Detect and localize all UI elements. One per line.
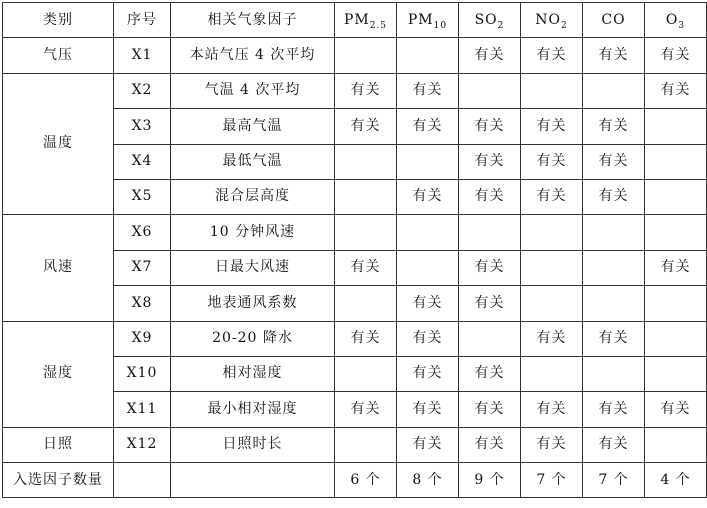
relation-cell: 有关 [583, 38, 645, 73]
relation-cell: 有关 [459, 38, 521, 73]
relation-cell: 有关 [397, 427, 459, 462]
relation-cell [645, 427, 707, 462]
relation-cell [397, 215, 459, 250]
pollutant-sub: 3 [678, 20, 686, 31]
factor-name-cell: 最小相对湿度 [171, 392, 335, 427]
relation-cell [583, 356, 645, 391]
factor-name-cell: 10 分钟风速 [171, 215, 335, 250]
relation-cell: 有关 [521, 179, 583, 214]
relation-cell: 有关 [521, 392, 583, 427]
pollutant-sub: 2 [561, 20, 568, 31]
header-row [3, 3, 707, 38]
relation-cell: 有关 [397, 286, 459, 321]
relation-cell: 有关 [645, 250, 707, 285]
header-number: 序号 [114, 3, 171, 38]
header-pollutant [583, 3, 645, 38]
relation-cell: 有关 [459, 286, 521, 321]
table-row [3, 38, 707, 73]
factor-name-cell: 气温 4 次平均 [171, 73, 335, 108]
factor-name-cell: 相对湿度 [171, 356, 335, 391]
factor-name-cell: 最低气温 [171, 144, 335, 179]
header-pollutant [335, 3, 397, 38]
relation-cell [583, 73, 645, 108]
summary-row [3, 463, 707, 498]
relation-cell: 有关 [459, 179, 521, 214]
factor-code-cell: X3 [114, 109, 171, 144]
pollutant-sub: 2 [497, 20, 505, 31]
relation-cell [521, 215, 583, 250]
table-row [3, 321, 707, 356]
relation-cell: 有关 [583, 179, 645, 214]
relation-cell: 有关 [645, 38, 707, 73]
relation-cell [645, 356, 707, 391]
relation-cell: 有关 [459, 250, 521, 285]
relation-cell: 有关 [645, 73, 707, 108]
relation-cell: 有关 [583, 321, 645, 356]
table-row [3, 215, 707, 250]
category-cell: 风速 [3, 215, 114, 321]
relation-cell: 有关 [521, 144, 583, 179]
summary-factor [171, 463, 335, 498]
relation-cell: 有关 [521, 321, 583, 356]
relation-cell: 有关 [335, 73, 397, 108]
table-row [3, 73, 707, 108]
relation-cell: 有关 [397, 109, 459, 144]
factor-code-cell: X7 [114, 250, 171, 285]
relation-cell: 有关 [335, 250, 397, 285]
relation-cell: 有关 [335, 109, 397, 144]
table-footer [3, 463, 707, 498]
summary-code [114, 463, 171, 498]
pollutant-sub: 10 [433, 20, 448, 31]
summary-count: 4 个 [645, 463, 707, 498]
summary-count: 7 个 [583, 463, 645, 498]
relation-cell: 有关 [459, 427, 521, 462]
table-row [3, 427, 707, 462]
relation-cell [645, 321, 707, 356]
relation-cell: 有关 [397, 392, 459, 427]
category-cell: 日照 [3, 427, 114, 462]
category-cell: 气压 [3, 38, 114, 73]
relation-cell: 有关 [335, 321, 397, 356]
summary-count: 6 个 [335, 463, 397, 498]
relation-cell: 有关 [459, 356, 521, 391]
relation-cell: 有关 [645, 392, 707, 427]
relation-cell: 有关 [583, 144, 645, 179]
relation-cell: 有关 [335, 392, 397, 427]
relation-cell [459, 321, 521, 356]
relation-cell: 有关 [397, 73, 459, 108]
relation-cell: 有关 [397, 179, 459, 214]
relation-cell [335, 38, 397, 73]
pollutant-base: PM [343, 11, 370, 28]
relation-cell: 有关 [583, 109, 645, 144]
relation-cell [335, 286, 397, 321]
relation-cell [397, 144, 459, 179]
factor-code-cell: X11 [114, 392, 171, 427]
relation-cell: 有关 [521, 427, 583, 462]
summary-count: 9 个 [459, 463, 521, 498]
relation-cell: 有关 [459, 392, 521, 427]
header-pollutant [645, 3, 707, 38]
summary-label: 入选因子数量 [3, 463, 114, 498]
factor-code-cell: X5 [114, 179, 171, 214]
pollutant-base: NO [535, 11, 561, 28]
relation-cell [521, 250, 583, 285]
table-header [3, 3, 707, 38]
factor-code-cell: X12 [114, 427, 171, 462]
relation-cell [397, 38, 459, 73]
summary-count: 8 个 [397, 463, 459, 498]
relation-cell [645, 109, 707, 144]
relation-cell [645, 215, 707, 250]
relation-cell [521, 286, 583, 321]
category-cell: 温度 [3, 73, 114, 215]
relation-cell [583, 286, 645, 321]
relation-cell: 有关 [521, 109, 583, 144]
header-pollutant [397, 3, 459, 38]
relation-cell: 有关 [521, 38, 583, 73]
relation-cell: 有关 [583, 427, 645, 462]
relation-cell: 有关 [397, 321, 459, 356]
factor-name-cell: 混合层高度 [171, 179, 335, 214]
pollutant-base: CO [601, 11, 626, 28]
factor-code-cell: X10 [114, 356, 171, 391]
relation-cell [583, 215, 645, 250]
relation-cell [645, 179, 707, 214]
relation-cell: 有关 [397, 356, 459, 391]
relation-cell [521, 73, 583, 108]
relation-cell [335, 179, 397, 214]
relation-cell [459, 73, 521, 108]
pollutant-sub: 2.5 [369, 20, 388, 31]
factor-code-cell: X6 [114, 215, 171, 250]
relation-cell [645, 144, 707, 179]
summary-count: 7 个 [521, 463, 583, 498]
header-pollutant [521, 3, 583, 38]
factor-name-cell: 20-20 降水 [171, 321, 335, 356]
relation-cell [397, 250, 459, 285]
relation-cell [335, 144, 397, 179]
relation-cell [335, 215, 397, 250]
factor-code-cell: X2 [114, 73, 171, 108]
factor-name-cell: 日照时长 [171, 427, 335, 462]
relation-cell: 有关 [459, 109, 521, 144]
header-category: 类别 [3, 3, 114, 38]
relation-cell [521, 356, 583, 391]
factor-name-cell: 本站气压 4 次平均 [171, 38, 335, 73]
factor-name-cell: 地表通风系数 [171, 286, 335, 321]
relation-cell [645, 286, 707, 321]
category-cell: 湿度 [3, 321, 114, 427]
factor-name-cell: 最高气温 [171, 109, 335, 144]
factor-table [2, 2, 707, 498]
factor-code-cell: X8 [114, 286, 171, 321]
factor-code-cell: X4 [114, 144, 171, 179]
pollutant-base: PM [407, 11, 434, 28]
factor-name-cell: 日最大风速 [171, 250, 335, 285]
relation-cell [335, 427, 397, 462]
table-body [3, 38, 707, 463]
factor-code-cell: X9 [114, 321, 171, 356]
relation-cell [335, 356, 397, 391]
header-factor: 相关气象因子 [171, 3, 335, 38]
header-pollutant [459, 3, 521, 38]
relation-cell [583, 250, 645, 285]
pollutant-base: O [665, 11, 679, 28]
relation-cell: 有关 [459, 144, 521, 179]
relation-cell [459, 215, 521, 250]
relation-cell: 有关 [583, 392, 645, 427]
factor-code-cell: X1 [114, 38, 171, 73]
pollutant-base: SO [474, 11, 498, 28]
